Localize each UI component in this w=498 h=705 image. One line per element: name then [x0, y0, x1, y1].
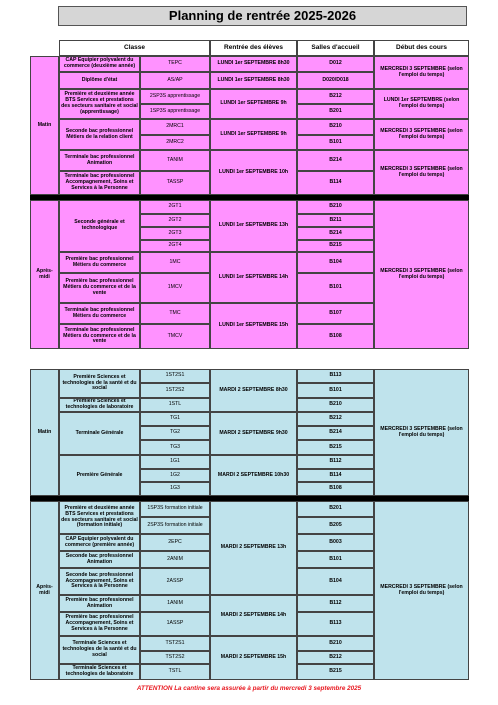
rentree-time: LUNDI 1er SEPTEMBRE 15h	[210, 303, 297, 349]
class-code: 1ST2S2	[140, 383, 210, 398]
rentree-time: LUNDI 1er SEPTEMBRE 10h	[210, 150, 297, 195]
salle-accueil: B101	[297, 273, 374, 303]
debut-cours: MERCREDI 3 SEPTEMBRE (selon l'emploi du temps)	[374, 119, 469, 150]
class-description: Première bac professionnel Accompagnement, Soins et Services à la Personne	[59, 612, 140, 636]
class-code: AS/AP	[140, 72, 210, 89]
class-code: 2ASSP	[140, 568, 210, 595]
class-code: 2GT3	[140, 227, 210, 240]
salle-accueil: B112	[297, 595, 374, 612]
class-code: 1MC	[140, 252, 210, 273]
class-code: 1G1	[140, 455, 210, 469]
salle-accueil: B108	[297, 482, 374, 496]
class-code: TSTL	[140, 664, 210, 680]
debut-cours: MERCREDI 3 SEPTEMBRE (selon l'emploi du temps)	[374, 56, 469, 89]
debut-cours: MERCREDI 3 SEPTEMBRE (selon l'emploi du temps)	[374, 501, 469, 680]
class-description: Terminale Sciences et technologies de la santé et du social	[59, 636, 140, 664]
salle-accueil: B210	[297, 119, 374, 135]
class-code: 1ASSP	[140, 612, 210, 636]
class-code: 2EPC	[140, 534, 210, 551]
class-code: TMC	[140, 303, 210, 324]
salle-accueil: B112	[297, 455, 374, 469]
salle-accueil: D020/D018	[297, 72, 374, 89]
class-description: Seconde bac professionnel Animation	[59, 551, 140, 568]
class-description: Terminale bac professionnel Accompagnement, Soins et Services à la Personne	[59, 171, 140, 195]
salle-accueil: B212	[297, 412, 374, 426]
salle-accueil: B210	[297, 636, 374, 651]
class-description: Diplôme d'état	[59, 72, 140, 89]
class-description: Terminale bac professionnel Animation	[59, 150, 140, 171]
class-code: 1G2	[140, 469, 210, 482]
rentree-time: MARDI 2 SEPTEMBRE 14h	[210, 595, 297, 636]
class-code: 2GT4	[140, 240, 210, 252]
class-code: TST2S1	[140, 636, 210, 651]
salle-accueil: B108	[297, 324, 374, 349]
debut-cours: MERCREDI 3 SEPTEMBRE (selon l'emploi du temps)	[374, 200, 469, 349]
rentree-time: LUNDI 1er SEPTEMBRE 9h	[210, 89, 297, 119]
class-description: Terminale bac professionnel Métiers du commerce	[59, 303, 140, 324]
salle-accueil: B212	[297, 651, 374, 664]
class-description: Première bac professionnel Métiers du commerce et de la vente	[59, 273, 140, 303]
salle-accueil: B215	[297, 440, 374, 455]
class-description: Première Sciences et technologies de laboratoire	[59, 398, 140, 412]
class-code: 1STL	[140, 398, 210, 412]
class-code: 1ST2S1	[140, 369, 210, 383]
class-description: Terminale bac professionnel Métiers du commerce et de la vente	[59, 324, 140, 349]
column-header: Début des cours	[374, 40, 469, 56]
salle-accueil: B114	[297, 171, 374, 195]
class-code: 2MRC2	[140, 135, 210, 150]
salle-accueil: B101	[297, 135, 374, 150]
rentree-time: LUNDI 1er SEPTEMBRE 8h30	[210, 72, 297, 89]
class-code: TG3	[140, 440, 210, 455]
salle-accueil: B104	[297, 568, 374, 595]
class-description: Terminale Sciences et technologies de laboratoire	[59, 664, 140, 680]
rentree-time: MARDI 2 SEPTEMBRE 9h30	[210, 412, 297, 455]
salle-accueil: B114	[297, 469, 374, 482]
class-description: Première Sciences et technologies de la santé et du social	[59, 369, 140, 398]
class-code: 2GT2	[140, 214, 210, 227]
class-code: 2GT1	[140, 200, 210, 214]
rentree-time: LUNDI 1er SEPTEMBRE 13h	[210, 200, 297, 252]
period-label-matin: Matin	[30, 56, 59, 195]
rentree-time: MARDI 2 SEPTEMBRE 8h30	[210, 369, 297, 412]
class-code: TG1	[140, 412, 210, 426]
class-description: Seconde bac professionnel Métiers de la relation client	[59, 119, 140, 150]
salle-accueil: B101	[297, 551, 374, 568]
class-code: 1G3	[140, 482, 210, 496]
class-description: Première et deuxième année BTS Services et prestations des secteurs sanitaire et social (formation initiale)	[59, 501, 140, 534]
class-code: TST2S2	[140, 651, 210, 664]
salle-accueil: B101	[297, 383, 374, 398]
salle-accueil: B214	[297, 227, 374, 240]
class-description: Première bac professionnel Métiers du commerce	[59, 252, 140, 273]
salle-accueil: B212	[297, 89, 374, 104]
rentree-time: MARDI 2 SEPTEMBRE 10h30	[210, 455, 297, 496]
period-label-apres-midi: Après-midi	[30, 200, 59, 349]
rentree-time: LUNDI 1er SEPTEMBRE 9h	[210, 119, 297, 150]
salle-accueil: B003	[297, 534, 374, 551]
class-code: TASSP	[140, 171, 210, 195]
class-description: Première Générale	[59, 455, 140, 496]
salle-accueil: B210	[297, 200, 374, 214]
rentree-time: MARDI 2 SEPTEMBRE 13h	[210, 501, 297, 595]
debut-cours: MERCREDI 3 SEPTEMBRE (selon l'emploi du temps)	[374, 150, 469, 195]
salle-accueil: B201	[297, 501, 374, 517]
class-description: Seconde générale et technologique	[59, 200, 140, 252]
salle-accueil: B113	[297, 369, 374, 383]
salle-accueil: B107	[297, 303, 374, 324]
class-description: CAP Equipier polyvalent du commerce (deuxième année)	[59, 56, 140, 72]
salle-accueil: D012	[297, 56, 374, 72]
class-description: Première et deuxième année BTS Services et prestations des secteurs sanitaire et social (apprentissage)	[59, 89, 140, 119]
class-code: 1SP3S apprentissage	[140, 104, 210, 119]
page-title: Planning de rentrée 2025-2026	[58, 6, 467, 26]
class-code: 1ANIM	[140, 595, 210, 612]
class-code: 1MCV	[140, 273, 210, 303]
rentree-time: LUNDI 1er SEPTEMBRE 8h30	[210, 56, 297, 72]
salle-accueil: B205	[297, 517, 374, 534]
salle-accueil: B113	[297, 612, 374, 636]
class-code: 2ANIM	[140, 551, 210, 568]
debut-cours: MERCREDI 3 SEPTEMBRE (selon l'emploi du temps)	[374, 369, 469, 496]
cantine-notice: ATTENTION La cantine sera assurée à partir du mercredi 3 septembre 2025	[136, 685, 362, 692]
column-header: Classe	[59, 40, 210, 56]
column-header: Rentrée des élèves	[210, 40, 297, 56]
salle-accueil: B211	[297, 214, 374, 227]
class-description: Première bac professionnel Animation	[59, 595, 140, 612]
class-code: 1SP3S formation initiale	[140, 501, 210, 517]
debut-cours: LUNDI 1er SEPTEMBRE (selon l'emploi du temps)	[374, 89, 469, 119]
class-code: TANIM	[140, 150, 210, 171]
class-description: Terminale Générale	[59, 412, 140, 455]
salle-accueil: B214	[297, 150, 374, 171]
column-header: Salles d'accueil	[297, 40, 374, 56]
class-code: TEPC	[140, 56, 210, 72]
period-label-apres-midi: Après-midi	[30, 501, 59, 680]
class-description: CAP Equipier polyvalent du commerce (première année)	[59, 534, 140, 551]
class-code: 2SP3S apprentissage	[140, 89, 210, 104]
class-code: 2SP3S formation initiale	[140, 517, 210, 534]
class-code: TMCV	[140, 324, 210, 349]
salle-accueil: B215	[297, 240, 374, 252]
class-code: TG2	[140, 426, 210, 440]
salle-accueil: B210	[297, 398, 374, 412]
period-label-matin: Matin	[30, 369, 59, 496]
class-description: Seconde bac professionnel Accompagnement, Soins et Services à la Personne	[59, 568, 140, 595]
rentree-time: LUNDI 1er SEPTEMBRE 14h	[210, 252, 297, 303]
salle-accueil: B214	[297, 426, 374, 440]
rentree-time: MARDI 2 SEPTEMBRE 15h	[210, 636, 297, 680]
class-code: 2MRC1	[140, 119, 210, 135]
salle-accueil: B104	[297, 252, 374, 273]
salle-accueil: B215	[297, 664, 374, 680]
salle-accueil: B201	[297, 104, 374, 119]
